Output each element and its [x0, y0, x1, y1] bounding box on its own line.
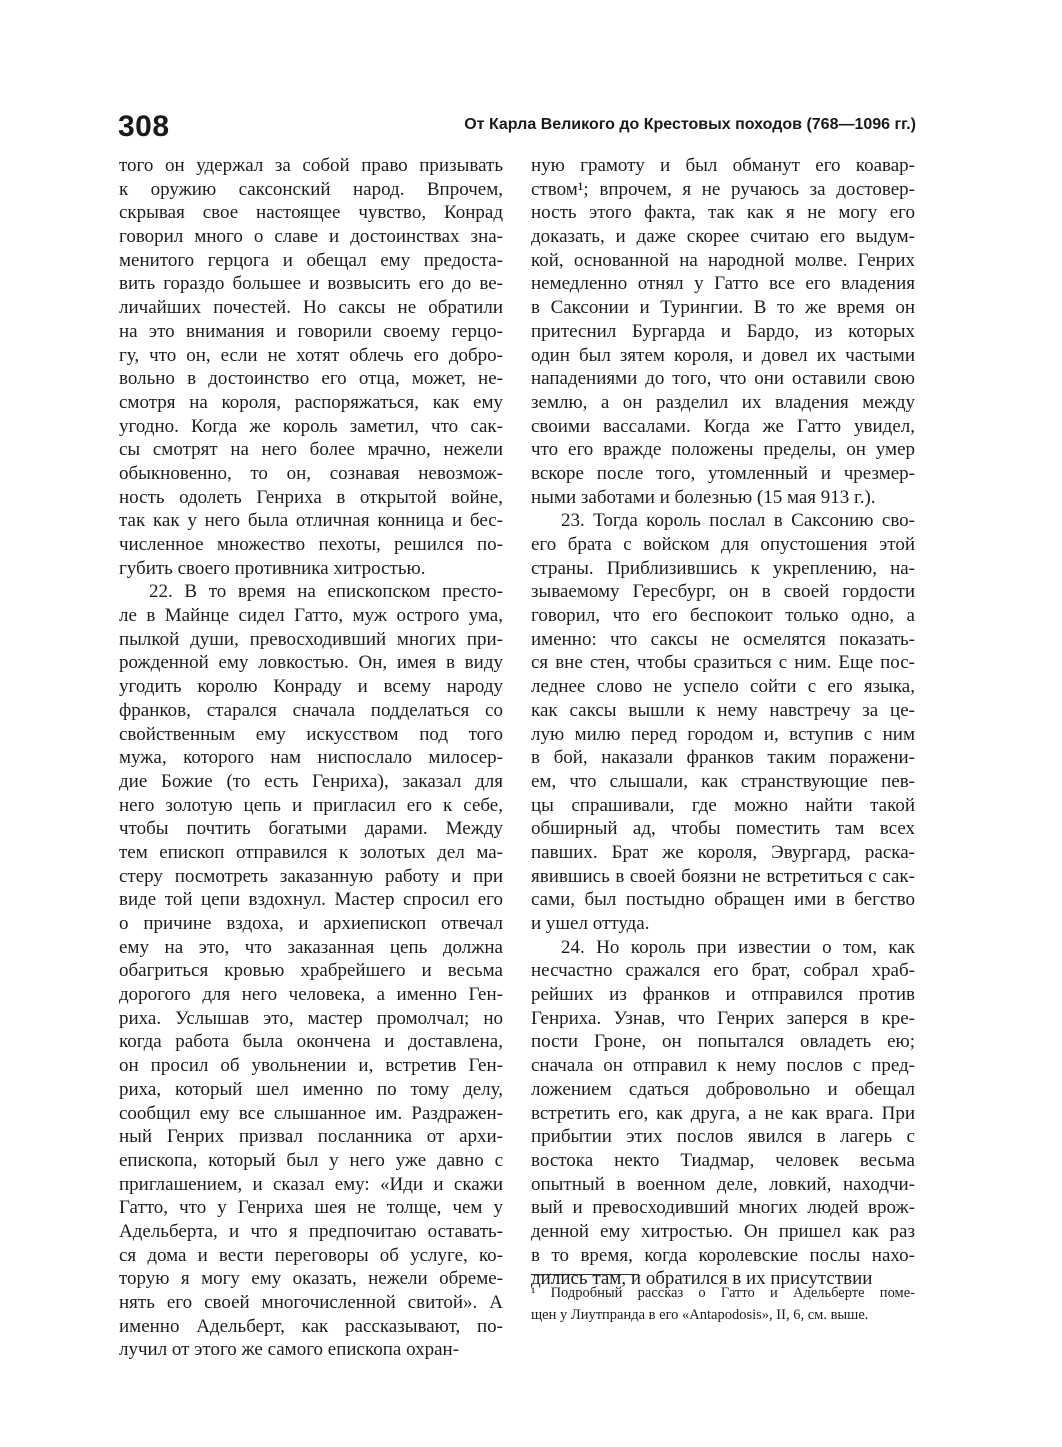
text-line: него золотую цепь и пригласил его к себе,	[119, 794, 503, 816]
text-line: того он удержал за собой право призывать	[119, 155, 503, 176]
text-line: в Саксонии и Турингии. В то же время он	[531, 297, 915, 319]
text-line: своими вассалами. Когда же Гатто увидел,	[531, 415, 915, 437]
right-column	[531, 154, 915, 1291]
text-line: лучил от этого же самого епископа охран-	[119, 1339, 460, 1361]
text-line: епископа, который был у него уже давно с	[119, 1149, 503, 1171]
text-line: численное множество пехоты, решился по-	[119, 534, 503, 555]
text-line: так как у него была отличная конница и бес-	[119, 510, 503, 532]
footnote-line: щен у Лиутпранда в его «Antapodosis», II, 6, см. выше.	[531, 1307, 869, 1323]
text-line: один был зятем короля, и довел их частыми	[531, 344, 915, 366]
text-line: рожденной ему ловкостью. Он, имея в виду	[119, 652, 503, 674]
text-line: как саксы вышли к нему навстречу за це-	[531, 699, 915, 721]
text-line: сами, был постыдно обращен ими в бегство	[531, 889, 915, 911]
text-line: денной ему хитростью. Он пришел как раз	[531, 1220, 915, 1242]
text-line: Генриха. Узнав, что Генрих заперся в кре-	[531, 1007, 915, 1029]
text-line: угодно. Когда же король заметил, что сак-	[119, 415, 503, 437]
text-line: смотря на короля, распоряжаться, как ему	[119, 391, 503, 413]
text-line: менитого герцога и обещал ему предоста-	[119, 249, 503, 271]
text-line: именно Адельберт, как рассказывают, по-	[119, 1315, 503, 1337]
text-line: мужа, которого нам ниспослало милосер-	[119, 747, 503, 769]
left-column	[119, 154, 503, 1362]
text-line: ными заботами и болезнью (15 мая 913 г.).	[531, 486, 876, 508]
text-line: чтобы почтить богатыми дарами. Между	[119, 818, 503, 840]
text-line: говорил, что его беспокоит только одно, а	[531, 605, 915, 627]
text-line: он просил об увольнении и, встретив Ген-	[119, 1055, 503, 1077]
text-line: обагриться кровью храбрейшего и весьма	[119, 960, 503, 982]
text-line: доказать, и даже скорее считаю его выдум-	[531, 226, 915, 248]
text-line: ность одолеть Генриха в открытой войне,	[119, 486, 503, 508]
text-line: кой, основанной на народной молве. Генрих	[531, 249, 915, 271]
text-line: дие Божие (то есть Генриха), заказал для	[119, 770, 503, 792]
text-line: 24. Но король при известии о том, как	[561, 936, 915, 958]
text-line: сообщил ему все слышанное им. Раздражен-	[119, 1102, 503, 1124]
text-line: скрывая свое настоящее чувство, Конрад	[119, 202, 503, 224]
footnotes	[531, 1282, 915, 1326]
text-line: землю, а он разделил их владения между	[531, 391, 915, 413]
text-line: явившись в своей боязни не встретиться с сак-	[531, 865, 915, 887]
text-line: торую я могу ему оказать, нежели обреме-	[119, 1268, 503, 1290]
running-head: От Карла Великого до Крестовых походов (768—1096 гг.)	[464, 116, 916, 133]
text-line: прибытии этих послов явился в лагерь с	[531, 1126, 915, 1148]
text-line: личайших почестей. Но саксы не обратили	[119, 297, 503, 319]
text-line: ность этого факта, так как я не могу его	[531, 202, 915, 224]
text-line: ем, что слышали, как странствующие пев-	[531, 770, 915, 792]
text-line: тем епископ отправился к золотых дел ма-	[119, 841, 503, 863]
text-line: ный Генрих призвал посланника от архи-	[119, 1126, 503, 1148]
text-line: губить своего противника хитростью.	[119, 557, 426, 579]
text-line: ся вне стен, чтобы сразиться с ним. Еще пос-	[531, 652, 915, 674]
text-line: павших. Брат же короля, Эвургард, раска-	[531, 841, 915, 863]
text-line: угодить королю Конраду и всему народу	[119, 676, 503, 698]
text-line: немедленно отнял у Гатто все его владения	[531, 273, 915, 295]
text-line: его брата с войском для опустошения этой	[531, 534, 915, 555]
text-line: встретить его, как друга, а не как врага. При	[531, 1102, 915, 1124]
text-line: цы спрашивали, где можно найти такой	[531, 794, 915, 816]
text-line: обширный ад, чтобы поместить там всех	[531, 818, 915, 840]
text-line: стеру посмотреть заказанную работу и при	[119, 865, 503, 887]
text-line: зываемому Гересбург, он в своей гордости	[531, 581, 915, 603]
text-line: риха, который шел именно по тому делу,	[119, 1078, 503, 1100]
text-line: Адельберта, и что я предпочитаю оставать-	[119, 1220, 503, 1242]
text-line: ся дома и вести переговоры об услуге, ко-	[119, 1244, 503, 1266]
text-line: дорогого для него человека, а именно Ген-	[119, 984, 503, 1006]
text-line: ложением сдаться добровольно и обещал	[531, 1078, 915, 1100]
text-line: говорил много о славе и достоинствах зна-	[119, 226, 503, 248]
text-line: гу, что он, если не хотят облечь его добро-	[119, 344, 503, 366]
text-line: лую милю перед городом и, вступив с ним	[531, 723, 915, 745]
text-line: страны. Приблизившись к укреплению, на-	[531, 557, 915, 579]
footnote-line: ¹ Подробный рассказ о Гатто и Адельберте поме-	[531, 1285, 915, 1301]
text-line: свойственным ему искусством под того	[119, 723, 503, 745]
text-line: нять его своей многочисленной свитой». А	[119, 1292, 503, 1313]
text-line: 22. В то время на епископском престо-	[149, 581, 503, 603]
page-number: 308	[118, 110, 170, 143]
text-line: в то время, когда королевские послы нахо-	[531, 1244, 915, 1266]
text-line: и ушел оттуда.	[531, 913, 650, 934]
text-line: вить гораздо большее и возвысить его до ве-	[119, 273, 503, 295]
text-line: Гатто, что у Генриха шея не толще, чем у	[119, 1197, 503, 1219]
text-line: на это внимания и говорили своему герцо-	[119, 320, 503, 342]
text-line: вскоре после того, утомленный и чрезмер-	[531, 462, 915, 484]
text-line: что его вражде положены пределы, он умер	[531, 439, 915, 461]
text-line: притеснил Бургарда и Бардо, из которых	[531, 320, 915, 342]
text-line: ему на это, что заказанная цепь должна	[119, 936, 503, 958]
text-line: в бой, наказали франков таким поражени-	[531, 747, 915, 769]
text-line: обыкновенно, то он, сознавая невозмож-	[119, 462, 503, 484]
text-line: ле в Майнце сидел Гатто, муж острого ума,	[119, 605, 503, 627]
text-line: леднее слово не успело сойти с его языка,	[531, 676, 915, 698]
text-line: пылкой души, превосходивший многих при-	[119, 628, 503, 650]
text-line: сначала он отправил к нему послов с пред-	[531, 1055, 915, 1077]
text-line: именно: что саксы не осмелятся показать-	[531, 628, 915, 650]
text-line: риха. Услышав это, мастер промолчал; но	[119, 1007, 503, 1029]
text-line: виде той цепи вздохнул. Мастер спросил его	[119, 889, 503, 911]
text-line: приглашением, и сказал ему: «Иди и скажи	[119, 1173, 503, 1195]
text-line: франков, старался сначала подделаться со	[119, 699, 503, 721]
text-line: опытный в военном деле, ловкий, находчи-	[531, 1173, 915, 1195]
text-line: пости Гроне, он попытался овладеть ею;	[531, 1031, 915, 1053]
text-line: 23. Тогда король послал в Саксонию сво-	[561, 510, 915, 532]
text-line: к оружию саксонский народ. Впрочем,	[119, 178, 503, 200]
text-line: вый и превосходивший многих людей врож-	[531, 1197, 915, 1219]
text-line: рейших из франков и отправился против	[531, 984, 915, 1006]
footnote-rule	[531, 1274, 639, 1275]
text-line: о причине вздоха, и архиепископ отвечал	[119, 913, 503, 934]
text-line: несчастно сражался его брат, собрал храб-	[531, 960, 915, 982]
text-line: дились там, и обратился в их присутствии	[531, 1268, 873, 1290]
text-line: востока некто Тиадмар, человек весьма	[531, 1149, 915, 1171]
text-line: ством¹; впрочем, я не ручаюсь за достовер-	[531, 178, 915, 200]
text-line: сы смотрят на него более мрачно, нежели	[119, 439, 503, 461]
text-line: нападениями до того, что они оставили свою	[531, 368, 915, 390]
text-line: когда работа была окончена и доставлена,	[119, 1031, 503, 1053]
text-line: вольно в достоинство его отца, может, не-	[119, 368, 503, 390]
text-line: ную грамоту и был обманут его коавар-	[531, 155, 915, 176]
